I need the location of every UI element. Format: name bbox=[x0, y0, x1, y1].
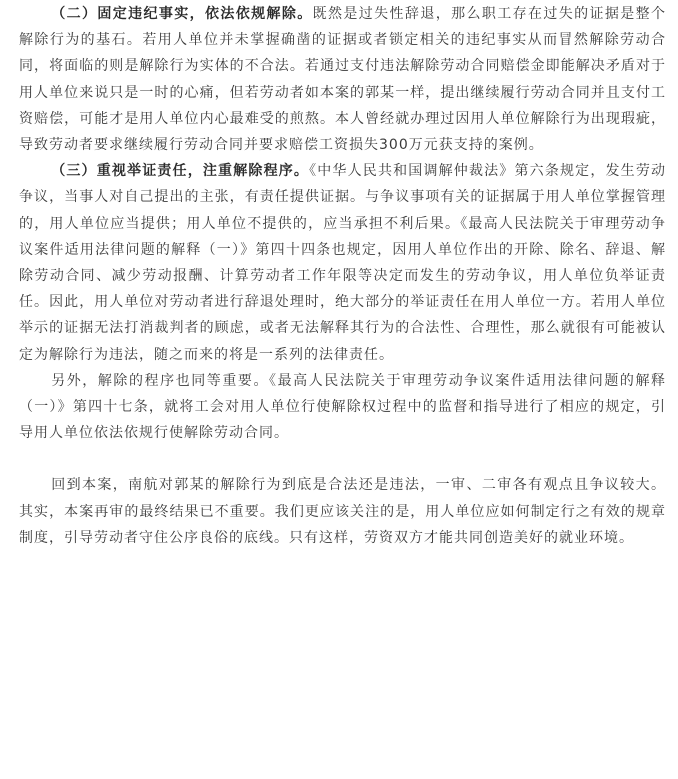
paragraph-text: 回到本案，南航对郭某的解除行为到底是合法还是违法，一审、二审各有观点且争议较大。其实，本案再审的最终结果已不重要。我们更应该关注的是，用人单位应如何制定行之有效的规章制度，引导劳动者守住公序良俗的底线。只有这样，劳资双方才能共同创造美好的就业环境。 bbox=[19, 477, 666, 546]
paragraph-text: 既然是过失性辞退，那么职工存在过失的证据是整个解除行为的基石。若用人单位并未掌握确凿的证据或者锁定相关的违纪事实从而冒然解除劳动合同，将面临的则是解除行为实体的不合法。若通过支付违法解除劳动合同赔偿金即能解决矛盾对于用人单位来说只是一时的心痛，但若劳动者如本案的郭某一样，提出继续履行劳动合同并且支付工资赔偿，可能才是用人单位内心最难受的煎熬。本人曾经就办理过因用人单位解除行为出现瑕疵，导致劳动者要求继续履行劳动合同并要求赔偿工资损失300万元获支持的案例。 bbox=[19, 6, 667, 154]
paragraph-text: 《中华人民共和国调解仲裁法》第六条规定，发生劳动争议，当事人对自己提出的主张，有责任提供证据。与争议事项有关的证据属于用人单位掌握管理的，用人单位应当提供；用人单位不提供的，应当承担不利后果。《最高人民法院关于审理劳动争议案件适用法律问题的解释（一）》第四十四条也规定，因用人单位作出的开除、除名、辞退、解除劳动合同、减少劳动报酬、计算劳动者工作年限等决定而发生的劳动争议，用人单位负举证责任。因此，用人单位对劳动者进行辞退处理时，绝大部分的举证责任在用人单位一方。若用人单位举示的证据无法打消裁判者的顾虑，或者无法解释其行为的合法性、合理性，那么就很有可能被认定为解除行为违法，随之而来的将是一系列的法律责任。 bbox=[19, 163, 667, 363]
section-heading: （二）固定违纪事实，依法依规解除。 bbox=[51, 6, 313, 22]
paragraph-text: 另外，解除的程序也同等重要。《最高人民法院关于审理劳动争议案件适用法律问题的解释（一）》第四十七条，就将工会对用人单位行使解除权过程中的监督和指导进行了相应的规定，引导用人单位依法依规行使解除劳动合同。 bbox=[19, 372, 666, 442]
paragraph-spacer bbox=[19, 446, 666, 472]
paragraph-burden-of-proof bbox=[19, 158, 666, 368]
paragraph-termination-procedure bbox=[19, 368, 666, 447]
paragraph-conclusion bbox=[19, 472, 666, 551]
section-heading: （三）重视举证责任，注重解除程序。 bbox=[51, 163, 310, 180]
paragraph-fixed-violation-facts bbox=[19, 1, 666, 158]
